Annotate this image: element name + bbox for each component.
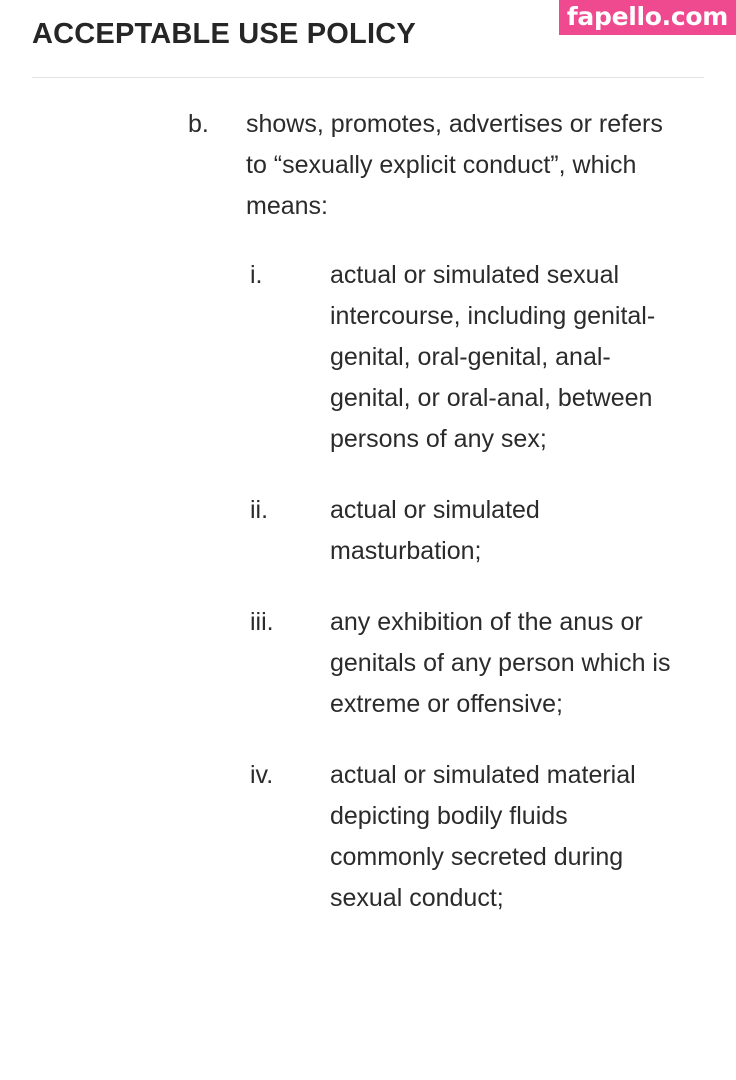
- page-title: ACCEPTABLE USE POLICY: [32, 18, 416, 50]
- clause-b: [28, 104, 708, 227]
- sub-item-marker: iii.: [250, 608, 274, 636]
- clause-b-marker: b.: [188, 110, 209, 138]
- sub-item-marker: i.: [250, 261, 263, 289]
- sub-item-marker: iv.: [250, 761, 274, 789]
- sub-item-text: actual or simulated material depicting bodily fluids commonly secreted during sexual conduct;: [330, 761, 636, 912]
- list-item: [28, 255, 708, 460]
- clause-b-sublist: [28, 255, 708, 919]
- list-item: [28, 602, 708, 725]
- site-watermark: fapello.com: [559, 0, 736, 35]
- sub-item-text: any exhibition of the anus or genitals of any person which is extreme or offensive;: [330, 608, 671, 718]
- list-item: [28, 490, 708, 572]
- policy-content: [0, 78, 736, 919]
- sub-item-marker: ii.: [250, 496, 269, 524]
- list-item: [28, 755, 708, 919]
- sub-item-text: actual or simulated masturbation;: [330, 496, 540, 565]
- clause-b-text: shows, promotes, advertises or refers to “sexually explicit conduct”, which means:: [246, 110, 663, 220]
- sub-item-text: actual or simulated sexual intercourse, including genital-genital, oral-genital, anal-genital, or oral-anal, between persons of any sex;: [330, 261, 656, 453]
